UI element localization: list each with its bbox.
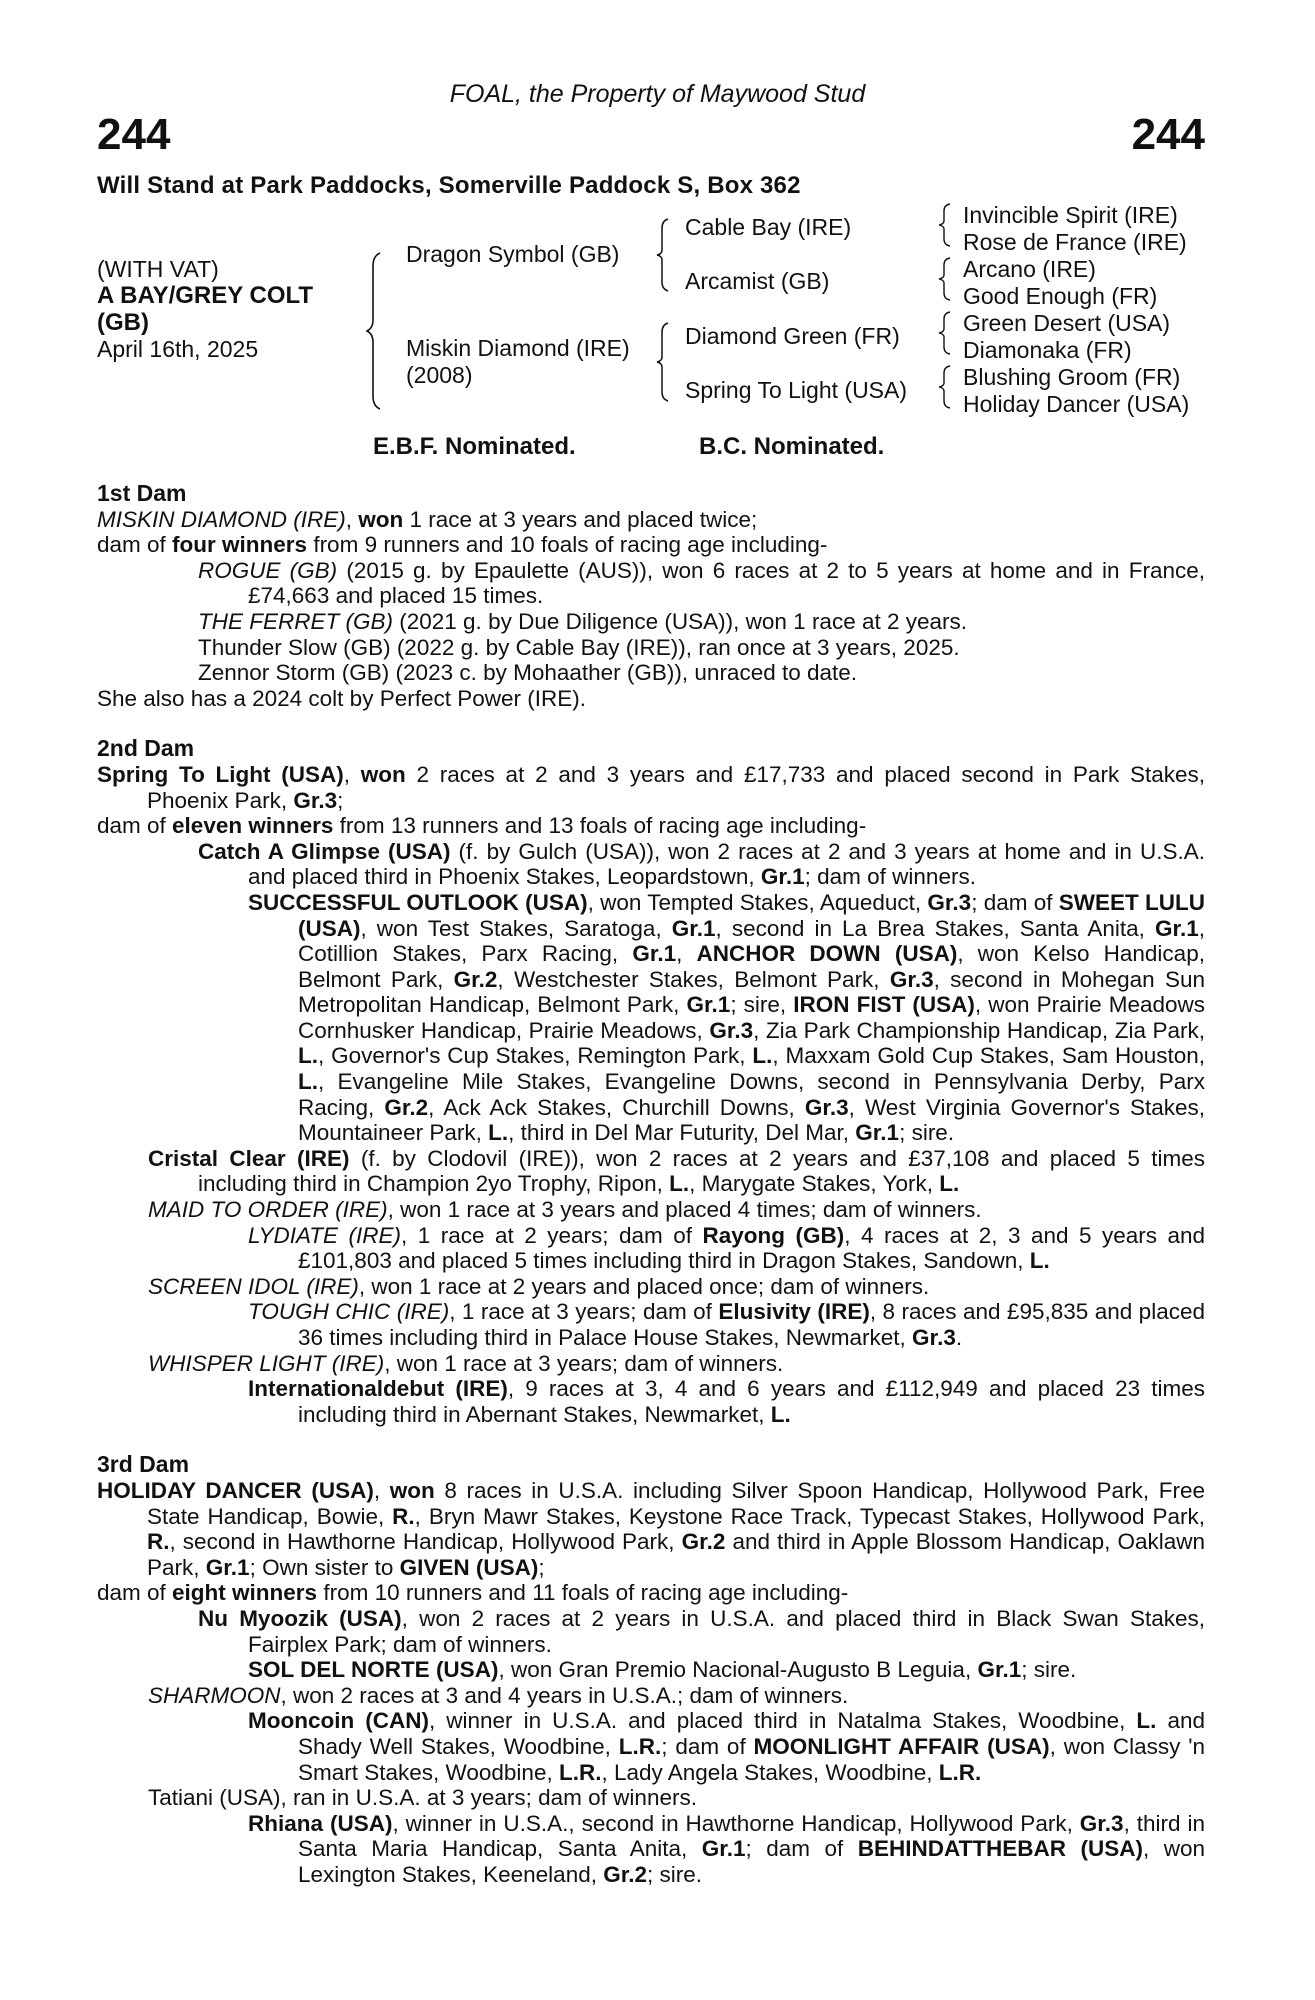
produce-internationaldebut [97,1376,1205,1427]
produce-text: , 9 races at 3, 4 and 6 years and £112,949 and placed 23 times including third in Abernant Stakes, Newmarket, [298,1376,1205,1427]
record-text: ; Own sister to [249,1554,400,1580]
g-arcano: Arcano (IRE) [963,256,1096,282]
page-banner: FOAL, the Property of Maywood Stud [449,80,866,108]
produce-text: , [676,941,697,967]
produce-sol-del-norte [97,1657,1205,1683]
produce-text: (f. by Gulch (USA)), won 2 races at 2 and 3 years at home and in U.S.A. and placed third in Phoenix Stakes, Leopardstown, [248,838,1206,890]
grade-label: Gr.1 [760,864,805,890]
ebf-nominated: E.B.F. Nominated. [373,433,576,460]
produce-name: ROGUE (GB) [198,557,338,583]
record-text: , second in Hawthorne Handicap, Hollywood Park, [169,1529,682,1555]
produce-text: , won Tempted Stakes, Aqueduct, [587,889,928,915]
produce-text: . [955,1325,963,1350]
produce-catch-a-glimpse [97,839,1205,890]
produce-text: , won 2 races at 2 years in U.S.A. and placed third in Black Swan Stakes, Fairplex Park; dam of winners. [248,1605,1206,1657]
brace-g3 [938,311,952,355]
produce-text: ; sire. [1021,1657,1077,1683]
listed-label: L. [770,1401,791,1427]
produce-tough-chic [97,1299,1205,1350]
produce-text: ; sire. [899,1120,955,1146]
grade-label: Gr.2 [681,1529,726,1555]
produce-name: MAID TO ORDER (IRE) [148,1197,388,1223]
produce-name: ANCHOR DOWN (USA) [696,941,958,967]
produce-text: , won 1 race at 3 years; dam of winners. [384,1350,784,1376]
produce-name: SWEET LULU (USA) [298,889,1205,941]
produce-nu-myoozik [97,1606,1205,1657]
listed-label: L. [298,1043,318,1069]
third-dam-record: HOLIDAY DANCER (USA), won 8 races in U.S.A. including Silver Spoon Handicap, Hollywood Park, Free State Handicap, Bowie, R., Bryn Mawr Stakes, Keystone Race Track, Typecast Stakes, Hollywood Park, R., second in Hawthorne Handicap, Hollywood Park, Gr.2 and third in Apple Blossom Handicap, Oaklawn Park, Gr.1; Own sister to GIVEN (USA); [97,1477,1205,1580]
produce-cristal-clear [97,1146,1205,1197]
produce-text: , winner in U.S.A., second in Hawthorne Handicap, Hollywood Park, [392,1810,1080,1836]
second-dam-heading: 2nd Dam [97,735,195,762]
vat-label: (WITH VAT) [97,256,219,282]
first-dam-rec: 1 race at 3 years and placed twice; [403,506,758,532]
winners-count: four winners [172,532,308,558]
produce-name: SHARMOON [148,1682,281,1708]
grade-label: Gr.2 [453,966,498,992]
produce-text: (f. by Clodovil (IRE)), won 2 races at 2 years and £37,108 and placed 5 times including third in Champion 2yo Trophy, Ripon, [198,1145,1205,1197]
winners-count: eleven winners [172,813,334,839]
grade-label: Gr.1 [701,1836,746,1862]
produce-text: , Zia Park Championship Handicap, Zia Park, [753,1017,1206,1043]
produce-text: , Cotillion Stakes, Parx Racing, [298,915,1205,967]
record-text: ; [538,1554,545,1580]
produce-name: MOONLIGHT AFFAIR (USA) [753,1733,1050,1759]
g-invincible-spirit: Invincible Spirit (IRE) [963,202,1178,228]
produce-text: , Evangeline Mile Stakes, Evangeline Downs, second in Pennsylvania Derby, Parx Racing, [298,1069,1205,1120]
g-rose-de-france: Rose de France (IRE) [963,229,1187,255]
dam-of-prefix: dam of [97,532,173,558]
dam-of-prefix: dam of [97,1580,173,1606]
record-text: , Bryn Mawr Stakes, Keystone Race Track, Typecast Stakes, Hollywood Park, [414,1503,1205,1529]
record-text: and third in Apple Blossom Handicap, Oaklawn Park, [147,1529,1205,1580]
produce-name: Rayong (GB) [702,1222,845,1248]
brace-dam [656,322,670,402]
produce-name: Nu Myoozik (USA) [198,1605,402,1631]
produce-text: ; dam of [661,1733,754,1759]
produce-name: Internationaldebut (IRE) [248,1376,508,1402]
listed-label: L. [669,1171,690,1197]
produce-name: TOUGH CHIC (IRE) [248,1299,450,1325]
produce-text: (2021 g. by Due Diligence (USA)), won 1 race at 2 years. [393,608,968,634]
first-dam-heading: 1st Dam [97,480,187,506]
listed-label: L.R. [618,1733,662,1759]
grade-label: Gr.1 [1154,915,1199,941]
produce-text: ; sire, [730,992,794,1018]
listed-label: L. [939,1171,960,1197]
lot-title-line2: (GB) [97,309,149,336]
third-dam-heading: 3rd Dam [97,1451,190,1478]
grade-label: Gr.1 [855,1120,900,1146]
g-diamonaka: Diamonaka (FR) [963,337,1132,363]
produce-name: SOL DEL NORTE (USA) [248,1657,499,1683]
produce-text: , won Lexington Stakes, Keeneland, [298,1836,1205,1887]
brace-sire [656,218,670,292]
produce-text: , Westchester Stakes, Belmont Park, [497,966,890,992]
second-dam-name: Spring To Light (USA) [97,761,344,787]
produce-text: , won Prairie Meadows Cornhusker Handicap, Prairie Meadows, [298,992,1205,1043]
listed-label: L. [752,1043,773,1069]
first-dam-produce [97,532,1205,558]
produce-name: THE FERRET (GB) [198,608,393,634]
produce-text: , winner in U.S.A. and placed third in Natalma Stakes, Woodbine, [428,1708,1137,1734]
listed-label: L. [1029,1248,1050,1274]
dam-of-suffix: from 13 runners and 13 foals of racing age including- [333,813,867,839]
brace-g2 [938,257,952,301]
listed-label: L. [488,1120,509,1146]
record-text: ; [337,787,344,813]
grade-label: Gr.3 [912,1325,956,1350]
produce-thunder-slow: Thunder Slow (GB) (2022 g. by Cable Bay (IRE)), ran once at 3 years, 2025. [198,634,960,660]
produce-maid-to-order [97,1197,1205,1223]
lot-number-right: 244 [1131,110,1205,159]
third-dam-produce [97,1580,1205,1606]
produce-name: LYDIATE (IRE) [248,1222,402,1248]
produce-name: Mooncoin (CAN) [248,1708,429,1734]
produce-text: , won 1 race at 3 years and placed 4 times; dam of winners. [387,1197,982,1223]
produce-name: BEHINDATTHEBAR (USA) [857,1836,1143,1862]
produce-rogue [97,558,1205,609]
produce-name: Elusivity (IRE) [718,1299,870,1325]
g-good-enough: Good Enough (FR) [963,283,1158,309]
produce-name: SCREEN IDOL (IRE) [148,1273,359,1299]
produce-sharmoon [97,1683,1205,1709]
produce-text: , won Test Stakes, Saratoga, [360,915,672,941]
produce-successful-outlook [97,890,1205,1146]
winners-count: eight winners [172,1580,318,1606]
brace-g4 [938,365,952,409]
produce-name: IRON FIST (USA) [793,992,975,1018]
sire-sire: Cable Bay (IRE) [685,214,852,240]
listed-label: L.R. [938,1759,982,1785]
produce-text: , won Classy 'n Smart Stakes, Woodbine, [298,1733,1206,1785]
grade-label: Gr.3 [1079,1810,1124,1836]
dam-of-suffix: from 10 runners and 11 foals of racing age including- [317,1580,849,1606]
produce-text: , Lady Angela Stakes, Woodbine, [601,1759,939,1785]
grade-label: Gr.3 [804,1094,849,1120]
produce-text: , second in La Brea Stakes, Santa Anita, [715,915,1155,941]
produce-text: , third in Santa Maria Handicap, Santa Anita, [298,1810,1205,1862]
produce-text: and Shady Well Stakes, Woodbine, [298,1708,1205,1759]
lot-number-left: 244 [97,110,171,159]
produce-text: , Marygate Stakes, York, [689,1171,940,1197]
produce-text: , 4 races at 2, 3 and 5 years and £101,803 and placed 5 times including third in Dragon Stakes, Sandown, [298,1222,1206,1274]
produce-text: , 1 race at 3 years; dam of [449,1299,719,1325]
grade-label: Gr.2 [603,1861,648,1887]
second-dam-produce [97,813,1205,839]
dam-sire: Diamond Green (FR) [685,323,900,349]
dam-dam: Spring To Light (USA) [685,377,908,403]
produce-text: , third in Del Mar Futurity, Del Mar, [508,1120,856,1146]
sire-dam: Arcamist (GB) [685,268,830,294]
restricted-label: R. [392,1503,415,1529]
produce-text: , won Kelso Handicap, Belmont Park, [298,941,1205,992]
sire-name: Dragon Symbol (GB) [406,241,620,267]
grade-label: Gr.3 [927,889,972,915]
produce-text: , 8 races and £95,835 and placed 36 times including third in Palace House Stakes, Newmarket, [298,1299,1205,1350]
produce-screen-idol [97,1274,1205,1300]
grade-label: Gr.1 [671,915,716,941]
first-dam-record: MISKIN DIAMOND (IRE), won 1 race at 3 years and placed twice; [97,506,758,532]
grade-label: Gr.3 [889,966,934,992]
produce-name: Catch A Glimpse (USA) [198,838,451,864]
lot-title-line1: A BAY/GREY COLT [97,282,314,309]
dam-of-prefix: dam of [97,813,173,839]
won-label: won [360,761,406,787]
brace-main [366,252,382,410]
grade-label: Gr.1 [205,1554,250,1580]
produce-text: , 1 race at 2 years; dam of [401,1222,703,1248]
record-text: 8 races in U.S.A. including Silver Spoon Handicap, Hollywood Park, Free State Handicap, Bowie, [147,1477,1205,1529]
g-green-desert: Green Desert (USA) [963,310,1171,336]
listed-label: L. [298,1069,318,1095]
first-dam-also: She also has a 2024 colt by Perfect Power (IRE). [97,685,586,711]
produce-mooncoin [97,1708,1205,1785]
produce-lydiate [97,1223,1205,1274]
produce-text: ; dam of [745,1836,858,1862]
grade-label: Gr.3 [293,787,338,813]
produce-text: , West Virginia Governor's Stakes, Mountaineer Park, [298,1094,1205,1146]
first-dam-name: MISKIN DIAMOND (IRE) [97,506,346,532]
record-text: 2 races at 2 and 3 years and £17,733 and placed second in Park Stakes, Phoenix Park, [147,761,1205,813]
third-dam-name: HOLIDAY DANCER (USA) [97,1477,374,1503]
produce-text: , Maxxam Gold Cup Stakes, Sam Houston, [772,1043,1205,1069]
second-dam-record: Spring To Light (USA), won 2 races at 2 and 3 years and £17,733 and placed second in Park Stakes, Phoenix Park, Gr.3; [97,761,1205,813]
grade-label: Gr.2 [384,1094,429,1120]
produce-text: , second in Mohegan Sun Metropolitan Handicap, Belmont Park, [298,966,1205,1018]
grade-label: Gr.1 [977,1657,1022,1683]
produce-tatiani: Tatiani (USA), ran in U.S.A. at 3 years; dam of winners. [148,1785,697,1811]
produce-name: Rhiana (USA) [248,1810,393,1836]
foaled-date: April 16th, 2025 [97,336,259,362]
produce-text: ; sire. [647,1861,703,1887]
g-blushing-groom: Blushing Groom (FR) [963,364,1181,390]
won-label: won [358,506,404,532]
bc-nominated: B.C. Nominated. [699,433,885,460]
produce-the-ferret [97,609,1205,635]
dam-of-suffix: from 9 runners and 10 foals of racing age including- [307,532,828,558]
sibling-name: GIVEN (USA) [399,1554,539,1580]
produce-zennor-storm: Zennor Storm (GB) (2023 c. by Mohaather (GB)), unraced to date. [198,660,858,686]
g-holiday-dancer: Holiday Dancer (USA) [963,391,1190,417]
produce-text: , Governor's Cup Stakes, Remington Park, [318,1043,753,1069]
produce-rhiana [97,1811,1205,1888]
produce-text: (2015 g. by Epaulette (AUS)), won 6 races at 2 to 5 years at home and in France, £74,663 and placed 15 times. [248,557,1205,609]
produce-text: , Ack Ack Stakes, Churchill Downs, [428,1094,805,1120]
produce-text: , won 2 races at 3 and 4 years in U.S.A.; dam of winners. [280,1682,849,1708]
grade-label: Gr.3 [709,1017,754,1043]
produce-name: SUCCESSFUL OUTLOOK (USA) [248,889,588,915]
listed-label: L. [1136,1708,1157,1734]
produce-text: , won 1 race at 2 years and placed once; dam of winners. [358,1273,930,1299]
grade-label: Gr.1 [632,941,677,967]
brace-g1 [938,203,952,247]
produce-text: ; dam of winners. [804,864,976,890]
dam-year: (2008) [406,362,473,388]
grade-label: Gr.1 [686,992,731,1018]
produce-text: ; dam of [971,889,1059,915]
dam-pedigree-body [97,481,1205,1887]
dam-name: Miskin Diamond (IRE) [406,335,630,361]
produce-text: , won Gran Premio Nacional-Augusto B Leguia, [498,1657,978,1683]
produce-whisper-light [97,1351,1205,1377]
produce-name: WHISPER LIGHT (IRE) [148,1350,385,1376]
won-label: won [389,1477,435,1503]
restricted-label: R. [147,1529,170,1555]
stand-location: Will Stand at Park Paddocks, Somerville Paddock S, Box 362 [97,172,801,199]
produce-name: Cristal Clear (IRE) [148,1145,350,1171]
listed-label: L.R. [558,1759,602,1785]
